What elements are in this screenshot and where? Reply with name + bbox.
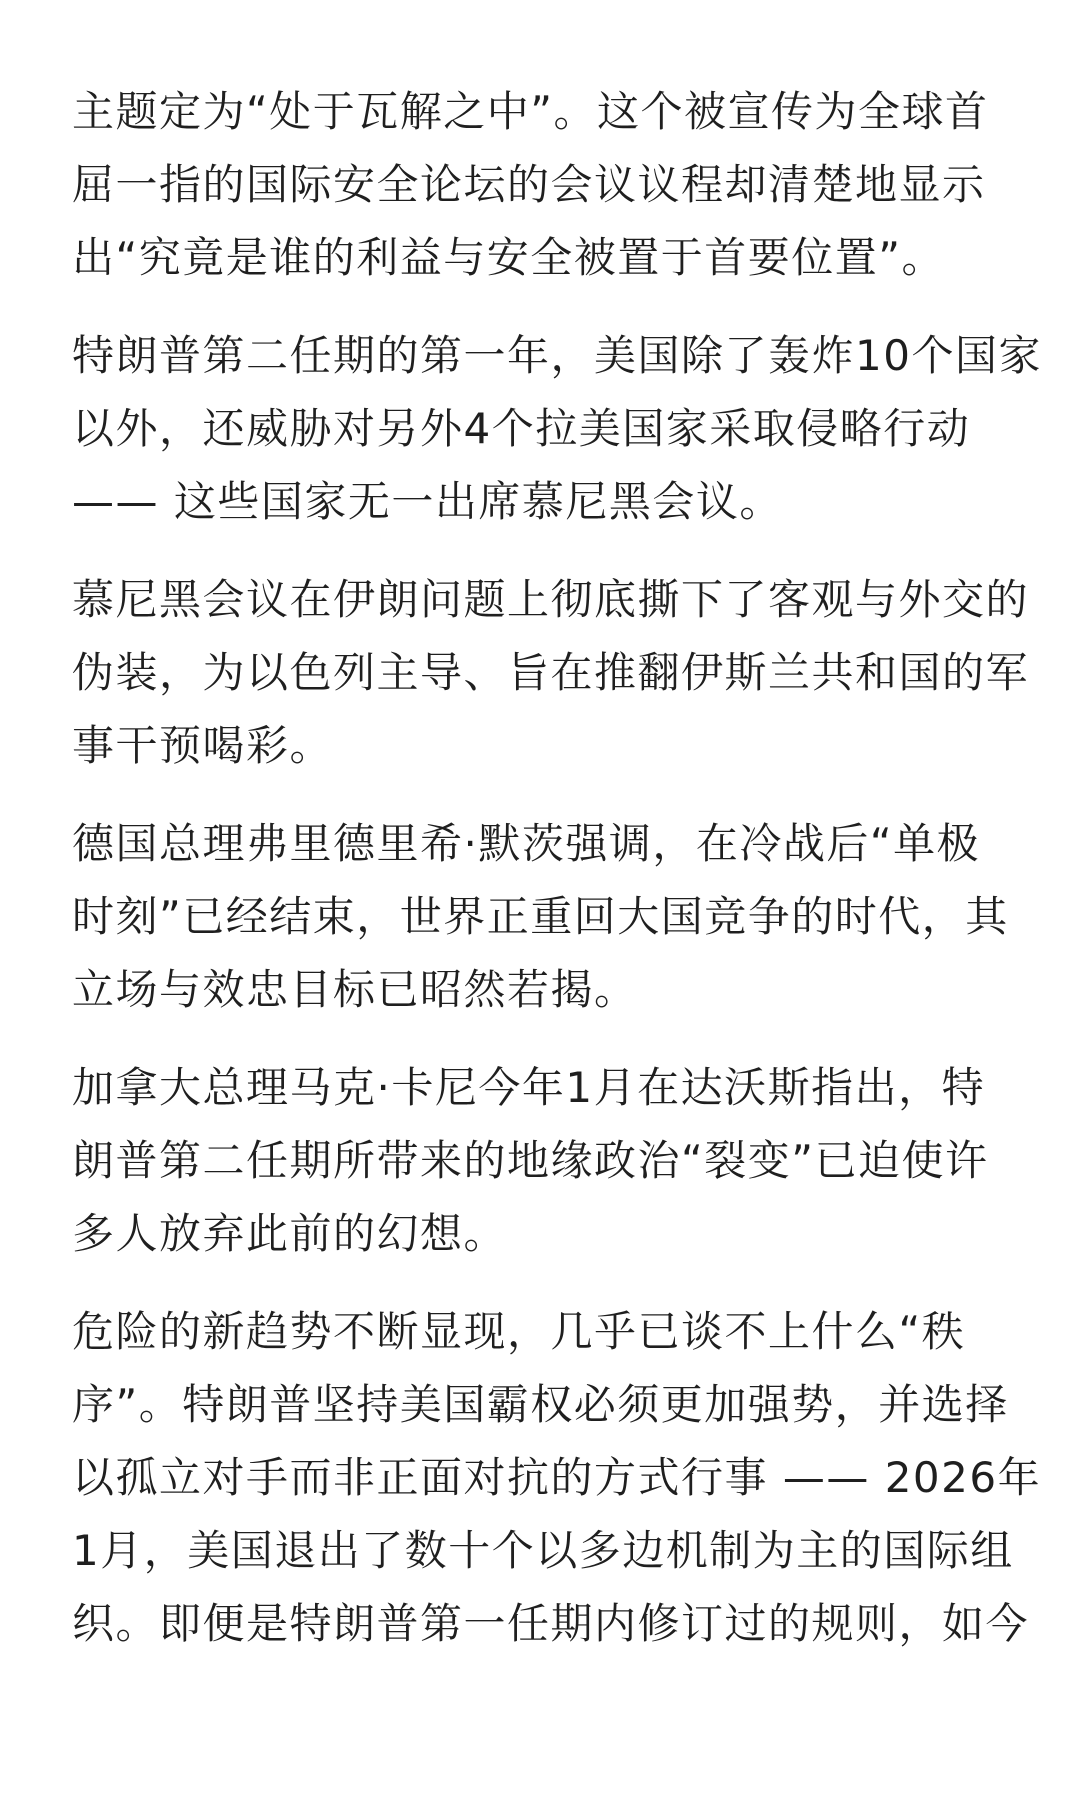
text-line: 1月，美国退出了数十个以多边机制为主的国际组 bbox=[72, 1526, 1014, 1575]
text-line: 出“究竟是谁的利益与安全被置于首要位置”。 bbox=[72, 233, 946, 282]
text-line: 屈一指的国际安全论坛的会议议程却清楚地显示 bbox=[72, 160, 986, 209]
text-line: 慕尼黑会议在伊朗问题上彻底撕下了客观与外交的 bbox=[72, 575, 1030, 624]
text-line: 危险的新趋势不断显现，几乎已谈不上什么“秩 bbox=[72, 1307, 966, 1356]
text-line: 多人放弃此前的幻想。 bbox=[72, 1209, 508, 1258]
text-line: 伪装，为以色列主导、旨在推翻伊斯兰共和国的军 bbox=[72, 648, 1030, 697]
text-line: 特朗普第二任期的第一年，美国除了轰炸10个国家 bbox=[72, 331, 1042, 380]
text-line: 朗普第二任期所带来的地缘政治“裂变”已迫使许 bbox=[72, 1136, 989, 1185]
text-line: 事干预喝彩。 bbox=[72, 721, 334, 770]
text-line: 序”。特朗普坚持美国霸权必须更加强势，并选择 bbox=[72, 1380, 1009, 1429]
text-line: 主题定为“处于瓦解之中”。这个被宣传为全球首 bbox=[72, 87, 989, 136]
text-line: 立场与效忠目标已昭然若揭。 bbox=[72, 965, 638, 1014]
paragraph-6 bbox=[72, 1295, 1042, 1660]
paragraph-1 bbox=[72, 75, 1008, 294]
text-line: 德国总理弗里德里希·默茨强调，在冷战后“单极 bbox=[72, 819, 981, 868]
paragraph-4 bbox=[72, 807, 1008, 1026]
paragraph-2 bbox=[72, 319, 1042, 538]
paragraph-5 bbox=[72, 1051, 1008, 1270]
text-line: —— 这些国家无一出席慕尼黑会议。 bbox=[72, 477, 783, 526]
text-line: 织。即便是特朗普第一任期内修订过的规则，如今 bbox=[72, 1599, 1030, 1648]
text-line: 加拿大总理马克·卡尼今年1月在达沃斯指出，特 bbox=[72, 1063, 986, 1112]
paragraph-3 bbox=[72, 563, 1030, 782]
article-body bbox=[72, 75, 1042, 1685]
text-line: 以孤立对手而非正面对抗的方式行事 —— 2026年 bbox=[72, 1453, 1042, 1502]
text-line: 以外，还威胁对另外4个拉美国家采取侵略行动 bbox=[72, 404, 971, 453]
text-line: 时刻”已经结束，世界正重回大国竞争的时代，其 bbox=[72, 892, 1009, 941]
